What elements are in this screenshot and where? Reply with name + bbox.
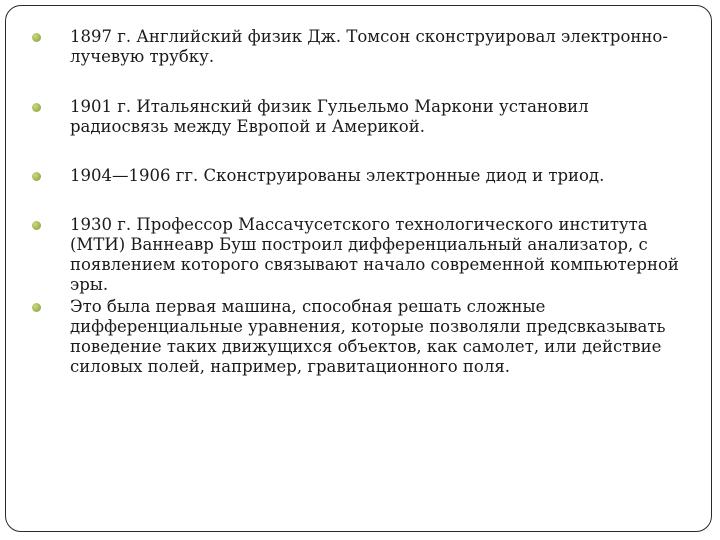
item-text: гг. Сконструированы электронные диод и триод. <box>175 166 605 185</box>
item-text: г. Профессор Массачусетского технологического института (МТИ) Ваннеавр Буш построил дифференциальный анализатор, с появлением которого связывают начало современной компьютерной эры. <box>70 215 679 294</box>
item-year: 1904—1906 <box>70 166 176 185</box>
bullet-item-first-machine <box>70 297 690 377</box>
bullet-dot-icon <box>32 221 41 230</box>
bullet-item-1904-1906 <box>70 166 690 186</box>
item-text: г. Английский физик Дж. Томсон сконструировал электронно-лучевую трубку. <box>70 27 668 66</box>
bullet-dot-icon <box>32 33 41 42</box>
item-text: Это была первая машина, способная решать сложные дифференциальные уравнения, которые позволяли предсвказывать поведение таких движущихся объектов, как самолет, или действие силовых полей, например, гравитационного поля. <box>70 297 666 376</box>
bullet-dot-icon <box>32 303 41 312</box>
item-text: г. Итальянский физик Гульельмо Маркони установил радиосвязь между Европой и Америкой. <box>70 97 589 136</box>
item-year: 1901 <box>70 97 118 116</box>
bullet-dot-icon <box>32 172 41 181</box>
item-year: 1897 <box>70 27 118 46</box>
bullet-item-1897 <box>70 27 690 67</box>
bullet-item-1930 <box>70 215 690 295</box>
item-year: 1930 <box>70 215 118 234</box>
bullet-item-1901 <box>70 97 690 137</box>
bullet-dot-icon <box>32 103 41 112</box>
